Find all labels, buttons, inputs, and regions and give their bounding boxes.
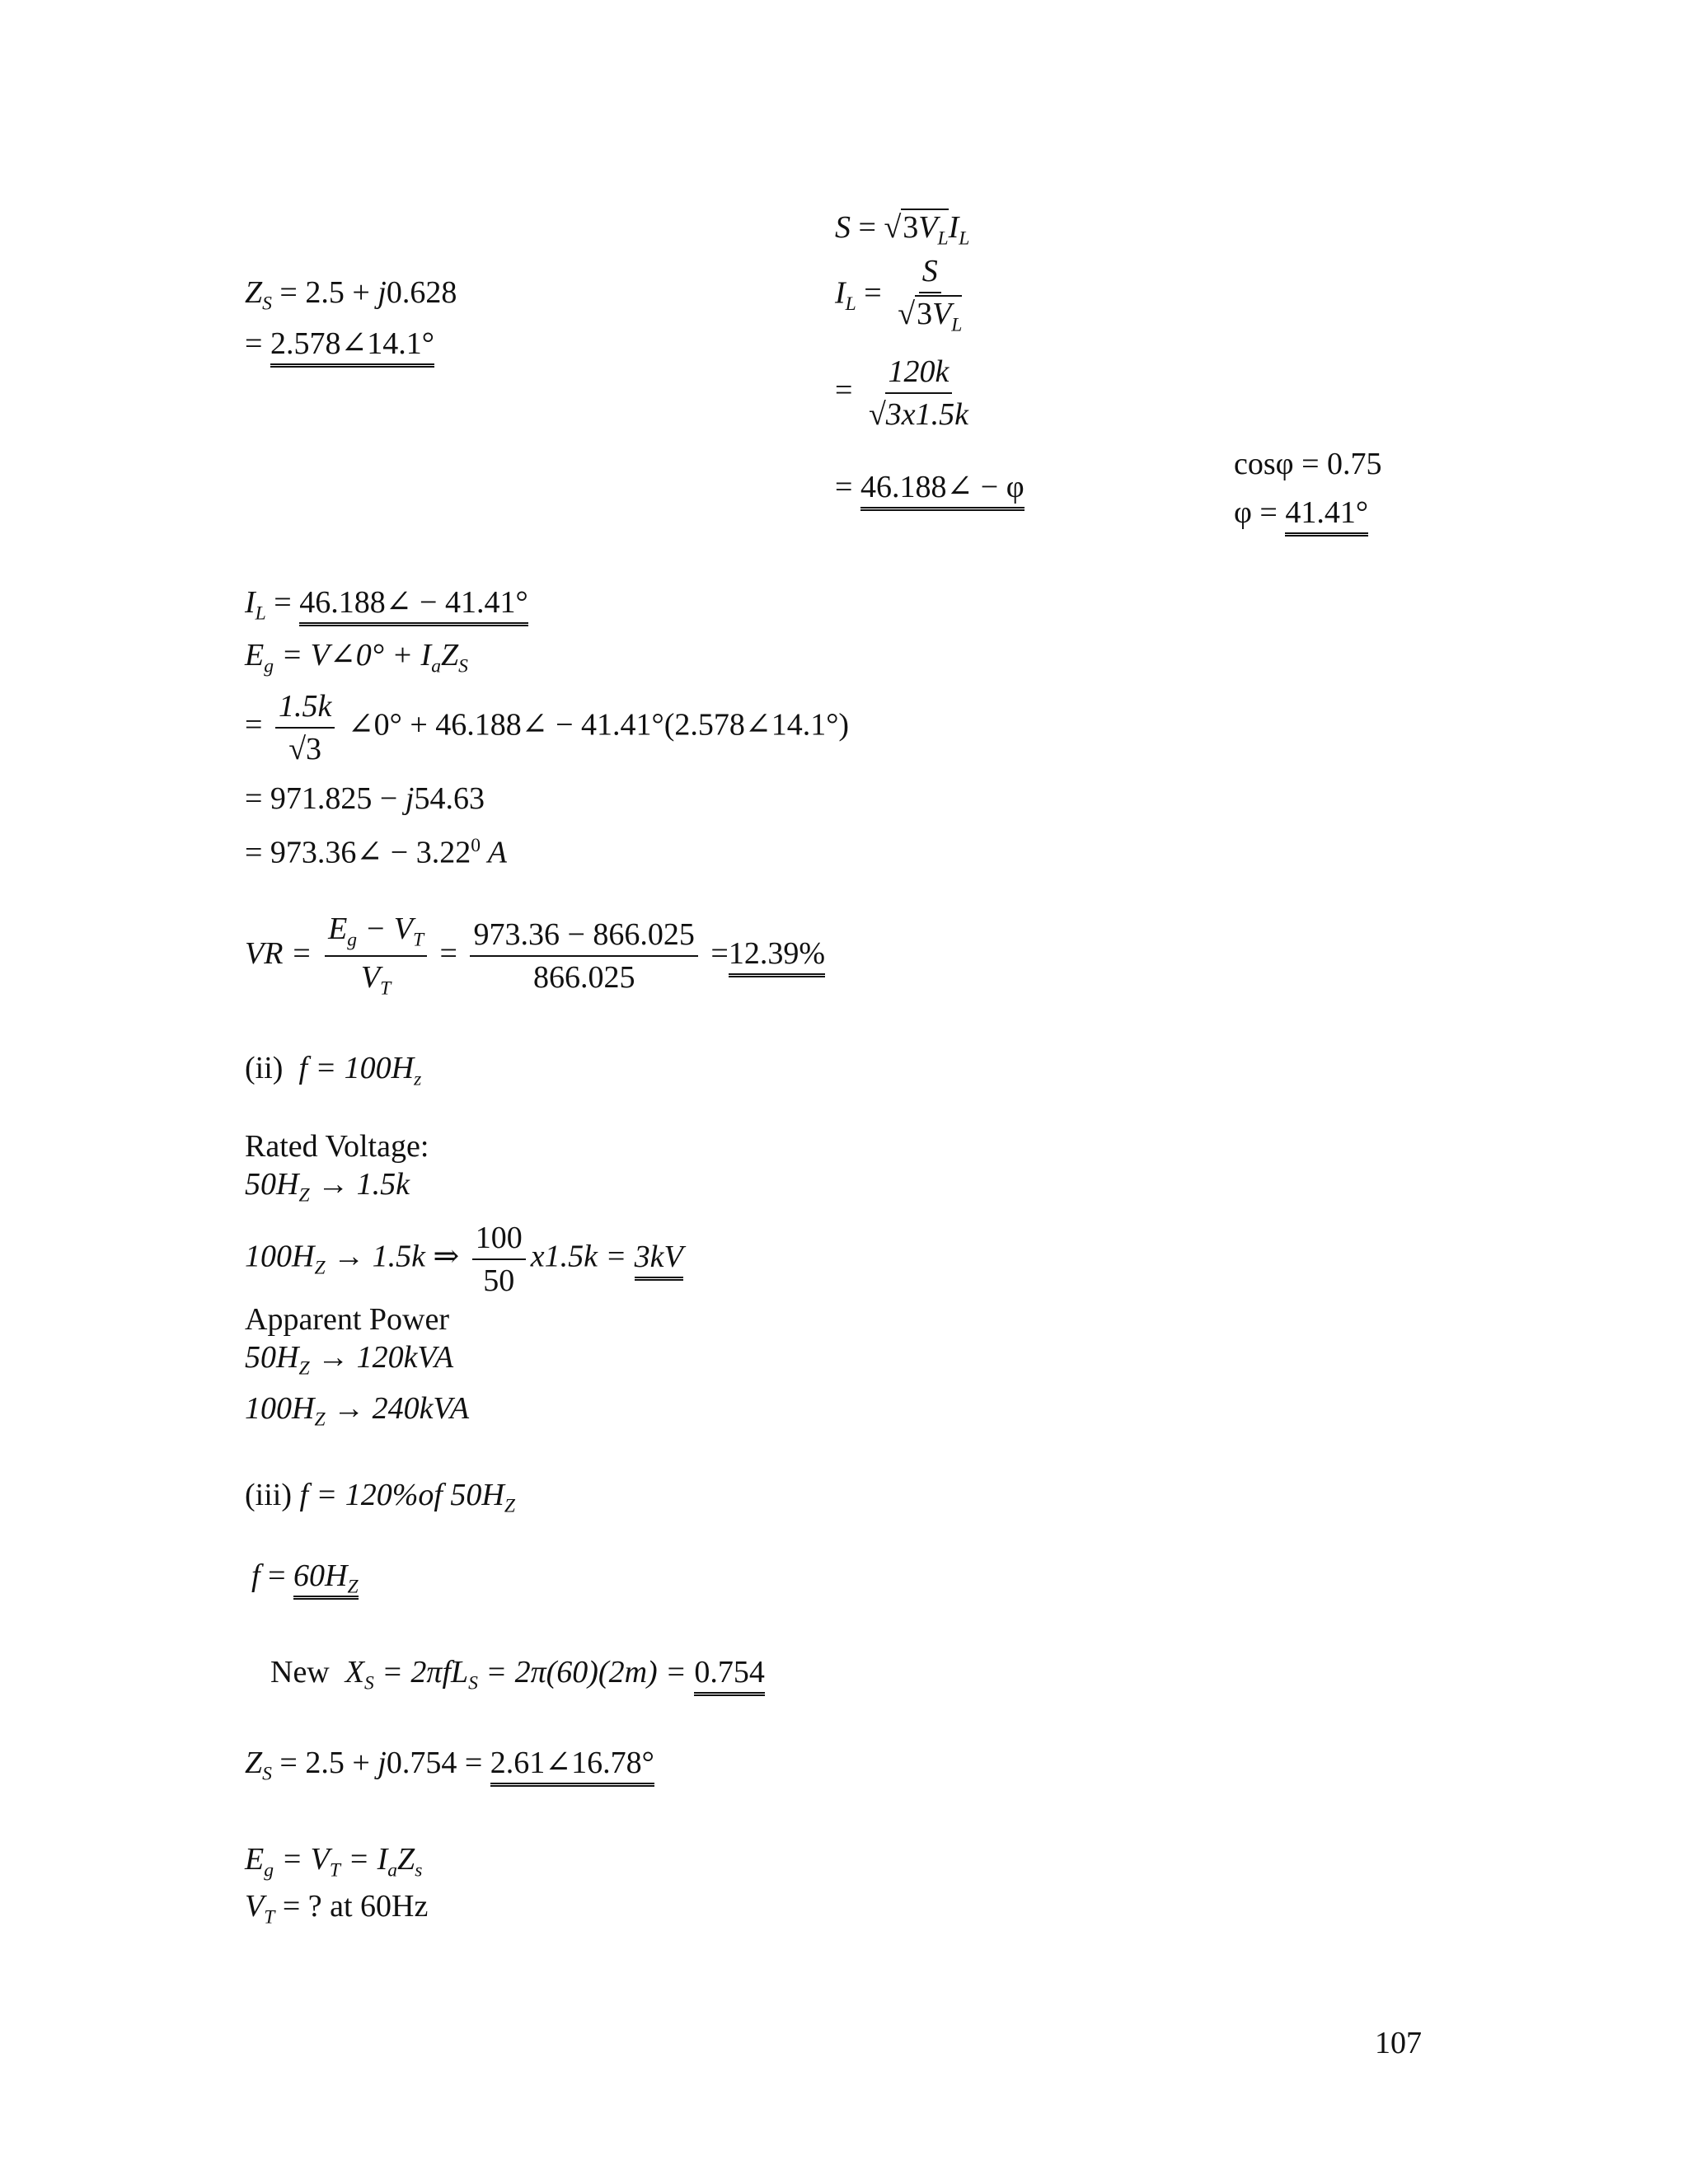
fraction: $\frac{973.36 - 866.025}{866.025}$ [470,919,697,993]
eg-rectangular: = 971.825 − j54.63 [245,781,485,816]
line-current-formula: $I_L$ = $\frac{S}{√3V_L}$ [835,255,970,335]
rated-voltage-50hz: $50H_Z \to 1.5k$ [245,1167,410,1207]
new-reactance: New $X_S = 2\pi fL_S = 2\pi(60)(2m) = 0.754$ [270,1657,765,1694]
eg-substitution: = $\frac{1.5k}{√3}$ ∠0° + 46.188∠ − 41.41°(2.578∠14.1°) [245,689,850,766]
voltage-regulation: VR = $\frac{E_g - V_T}{V_T}$ = $\frac{973.36 - 866.025}{866.025}$ =12.39% [245,912,826,1000]
apparent-power-50hz: $50H_Z \to 120kVA$ [245,1340,454,1380]
vt-question: $V_T$ = ? at 60Hz [245,1889,429,1929]
part-ii: (ii) $f = 100H_z$ [245,1051,422,1090]
part-iii: (iii) f = 120%of $50H_Z$ [245,1478,515,1517]
apparent-power-100hz: $100H_Z \to 240kVA$ [245,1391,470,1431]
rated-voltage-title: Rated Voltage: [245,1129,429,1164]
frequency-60hz: $f = 60H_Z$ [251,1560,359,1597]
power-factor: cosφ = 0.75 [1234,447,1382,481]
phase-angle: φ = 41.41° [1234,497,1368,528]
fraction: $\frac{1.5k}{√3}$ [275,691,335,765]
line-current-substitution: = $\frac{120k}{√3x1.5k}$ [835,356,977,430]
eg-formula: $E_g$ = V∠0° + $I_aZ_S$ [245,638,468,677]
page-number: 107 [1375,2026,1422,2060]
fraction: $\frac{100}{50}$ [472,1222,526,1296]
fraction: $\frac{E_g - V_T}{V_T}$ [325,913,427,999]
zs-polar: = 2.578∠14.1° [245,328,434,359]
rated-voltage-100hz: $100H_Z \to 1.5k$ ⇒ $\frac{100}{50}$ x1.5k = 3kV [245,1221,683,1298]
fraction: $\frac{120k}{√3x1.5k}$ [868,354,969,432]
apparent-power-formula: $S = √3V_LI_L$ [835,210,970,250]
eg-polar: = 973.36∠ − $3.22^0$ A [245,835,508,870]
apparent-power-title: Apparent Power [245,1302,449,1337]
il-phasor: $I_L$ = 46.188∠ − 41.41° [245,587,528,624]
new-impedance: $Z_S = 2.5 + j0.754$ = 2.61∠16.78° [245,1747,654,1784]
fraction: $\frac{S}{√3V_L}$ [898,254,963,336]
line-current-result: = 46.188∠ − φ [835,471,1025,503]
eg-at-60hz: $E_g = V_T = I_aZ_s$ [245,1842,423,1882]
zs-equation: $Z_S = 2.5 + j0.628$ [245,275,457,315]
